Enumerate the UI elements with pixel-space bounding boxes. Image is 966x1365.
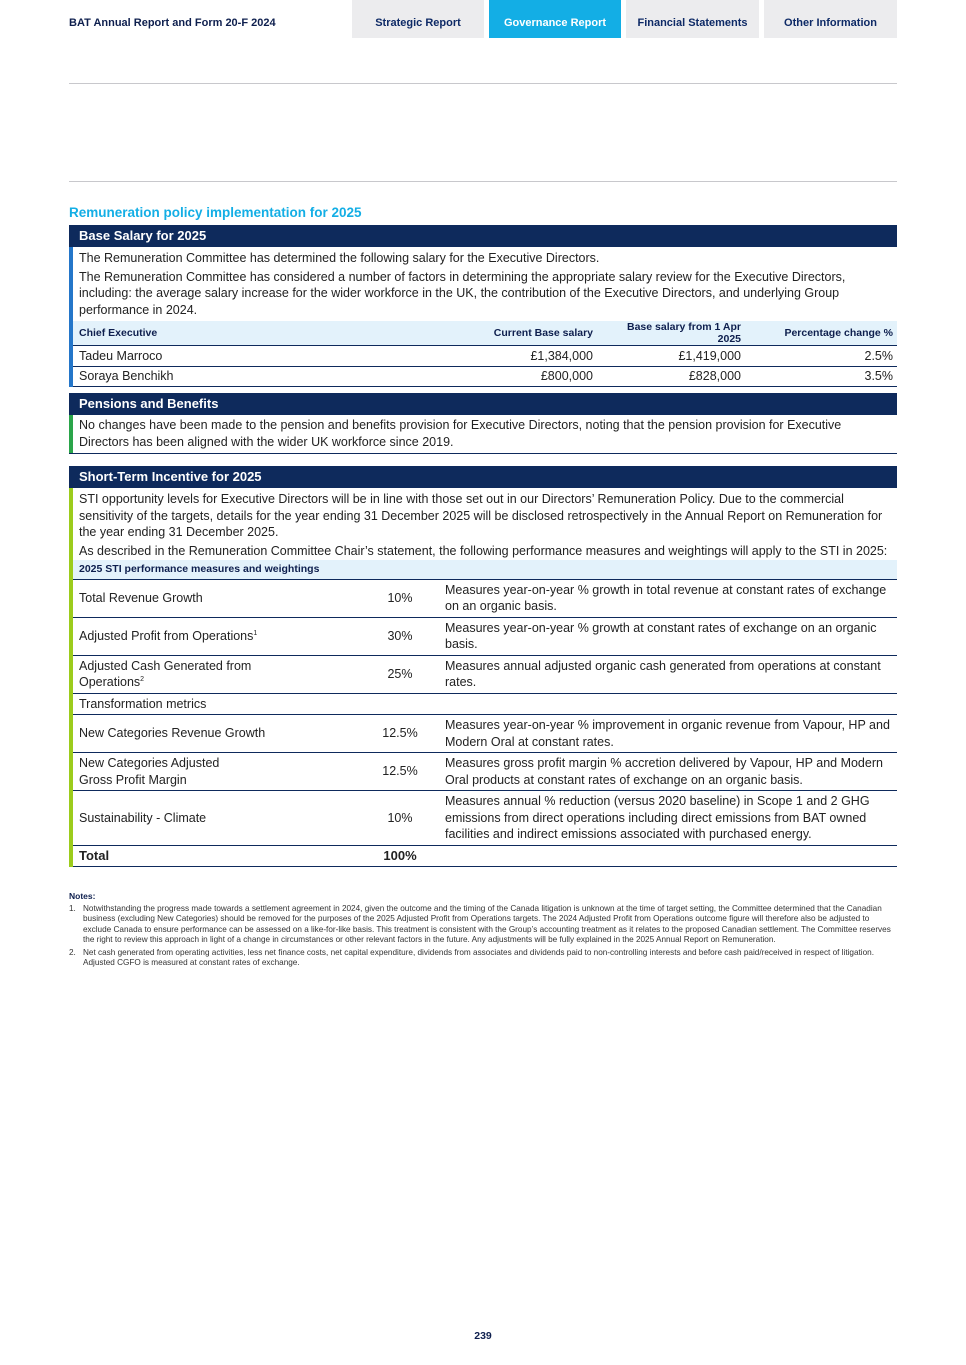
- weight-cell: 12.5%: [362, 753, 438, 791]
- table-cell: 2.5%: [745, 346, 897, 367]
- tab-strategic-report[interactable]: Strategic Report: [352, 0, 484, 38]
- column-header: Percentage change %: [745, 321, 897, 346]
- measure-cell: New Categories Adjusted Gross Profit Margin: [69, 753, 362, 791]
- salary-table-header: [69, 321, 897, 346]
- section-heading: Remuneration policy implementation for 2025: [69, 205, 362, 220]
- description-cell: Measures year-on-year % growth at constant rates of exchange on an organic basis.: [438, 617, 897, 655]
- measure-cell: Transformation metrics: [69, 693, 362, 715]
- footnote-marker: 2: [140, 675, 145, 683]
- pensions-text: No changes have been made to the pension and benefits provision for Executive Directors, noting that the pension provision for Executive Directors has been aligned with the wider UK workforce since 2019.: [79, 418, 842, 449]
- table-row: [69, 579, 897, 617]
- table-row: [69, 791, 897, 846]
- table-cell: Soraya Benchikh: [69, 366, 437, 387]
- pensions-title: Pensions and Benefits: [69, 393, 897, 415]
- measure-cell: New Categories Revenue Growth: [69, 715, 362, 753]
- divider-bottom: [69, 181, 897, 182]
- sti-paragraph: As described in the Remuneration Committee Chair’s statement, the following performance measures and weightings will apply to the STI in 2025:: [79, 543, 888, 558]
- description-cell: Measures year-on-year % improvement in organic revenue from Vapour, HP and Modern Oral at constant rates.: [438, 715, 897, 753]
- table-cell: £828,000: [597, 366, 745, 387]
- note-text: Net cash generated from operating activities, less net finance costs, net capital expenditure, dividends from associates and dividends paid to non-controlling interests and before cash paid/received in respect of litigation. Adjusted CGFO is measured at constant rates of exchange.: [83, 948, 875, 968]
- table-row: [69, 366, 897, 387]
- measure-cell: Sustainability - Climate: [69, 791, 362, 846]
- description-cell: Measures year-on-year % growth in total revenue at constant rates of exchange on an organic basis.: [438, 579, 897, 617]
- pensions-body: [69, 415, 897, 454]
- base-salary-body: [69, 247, 897, 387]
- measure-cell: Adjusted Profit from Operations$^1$: [69, 617, 362, 655]
- pensions-section: [69, 393, 897, 454]
- notes-title: Notes:: [69, 891, 96, 901]
- column-header: 2025 STI performance measures and weightings: [69, 560, 897, 579]
- note-text: Notwithstanding the progress made towards a settlement agreement in 2024, given the outcome and the timing of the Canada litigation is unknown at the time of target setting, the Committee determined that the Canadian business (excluding New Categories) should be removed for the purposes of the 2025 Adjusted Profit from Operations targets. The 2024 Adjusted Profit from Operations outcome figure will therefore also be adjusted to exclude Canada to ensure performance can be assessed on a like-for-like basis. This treatment is consistent with the Group’s accounting treatment as it relates to the proposed Canadian settlement. The Committee reserves the right to review this approach in light of a change in circumstances or other relevant factors in the future. Any adjustments will be fully explained in the 2025 Annual Report on Remuneration.: [83, 904, 891, 944]
- sti-table-header: [69, 560, 897, 579]
- sti-body: [69, 488, 897, 867]
- base-salary-title: Base Salary for 2025: [69, 225, 897, 247]
- column-header: Base salary from 1 Apr 2025: [597, 321, 745, 346]
- measure-cell: Total Revenue Growth: [69, 579, 362, 617]
- base-salary-section: [69, 225, 897, 387]
- weight-cell: 10%: [362, 579, 438, 617]
- table-cell: £1,419,000: [597, 346, 745, 367]
- sti-section: [69, 466, 897, 867]
- table-row: [69, 715, 897, 753]
- tab-other-information[interactable]: Other Information: [764, 0, 897, 38]
- note-item: [69, 948, 893, 968]
- sti-title: Short-Term Incentive for 2025: [69, 466, 897, 488]
- table-row: [69, 655, 897, 693]
- table-row: [69, 753, 897, 791]
- total-row: [69, 845, 897, 867]
- base-salary-paragraph: The Remuneration Committee has considered a number of factors in determining the appropriate salary review for the Executive Directors, including: the average salary increase for the wider workforce in the UK, the contribution of the Executive Directors, and underlying Group performance in 2024.: [79, 269, 846, 317]
- total-weight: 100%: [362, 845, 438, 867]
- note-number: 1.: [69, 904, 76, 914]
- page-number: 239: [474, 1330, 492, 1342]
- description-cell: [438, 693, 897, 715]
- note-item: [69, 904, 893, 945]
- weight-cell: [362, 693, 438, 715]
- sti-paragraph: STI opportunity levels for Executive Directors will be in line with those set out in our Directors’ Remuneration Policy. Due to the commercial sensitivity of the targets, details for the year ending 31 December 2025 will be disclosed retrospectively in the Annual Report on Remuneration for the year ending 31 December 2025.: [79, 492, 883, 539]
- weight-cell: 10%: [362, 791, 438, 846]
- description-cell: Measures gross profit margin % accretion delivered by Vapour, HP and Modern Oral products at constant rates of exchange on an organic basis.: [438, 753, 897, 791]
- salary-table: [69, 321, 897, 387]
- description-cell: Measures annual % reduction (versus 2020 baseline) in Scope 1 and 2 GHG emissions from direct operations including direct emissions from BAT owned facilities and indirect emissions associated with purchased energy.: [438, 791, 897, 846]
- table-row: [69, 617, 897, 655]
- note-number: 2.: [69, 948, 76, 958]
- weight-cell: 12.5%: [362, 715, 438, 753]
- column-header: Chief Executive: [69, 321, 437, 346]
- table-row: [69, 693, 897, 715]
- total-label: Total: [69, 845, 362, 867]
- weight-cell: 25%: [362, 655, 438, 693]
- table-cell: £800,000: [437, 366, 597, 387]
- table-row: [69, 346, 897, 367]
- divider-top: [69, 83, 897, 84]
- document-title: BAT Annual Report and Form 20-F 2024: [69, 17, 276, 29]
- column-header: Current Base salary: [437, 321, 597, 346]
- tab-governance-report[interactable]: Governance Report: [489, 0, 621, 38]
- table-cell: Tadeu Marroco: [69, 346, 437, 367]
- table-cell: 3.5%: [745, 366, 897, 387]
- footnote-marker: 1: [253, 629, 258, 637]
- weight-cell: 30%: [362, 617, 438, 655]
- base-salary-paragraph: The Remuneration Committee has determined the following salary for the Executive Directors.: [79, 251, 600, 265]
- tab-financial-statements[interactable]: Financial Statements: [626, 0, 759, 38]
- description-cell: Measures annual adjusted organic cash generated from operations at constant rates.: [438, 655, 897, 693]
- measure-cell: Adjusted Cash Generated from Operations$^2$: [69, 655, 362, 693]
- sti-table: [69, 560, 897, 867]
- notes-section: [69, 891, 893, 971]
- total-description: [438, 845, 897, 867]
- table-cell: £1,384,000: [437, 346, 597, 367]
- top-navigation-bar: [0, 0, 966, 38]
